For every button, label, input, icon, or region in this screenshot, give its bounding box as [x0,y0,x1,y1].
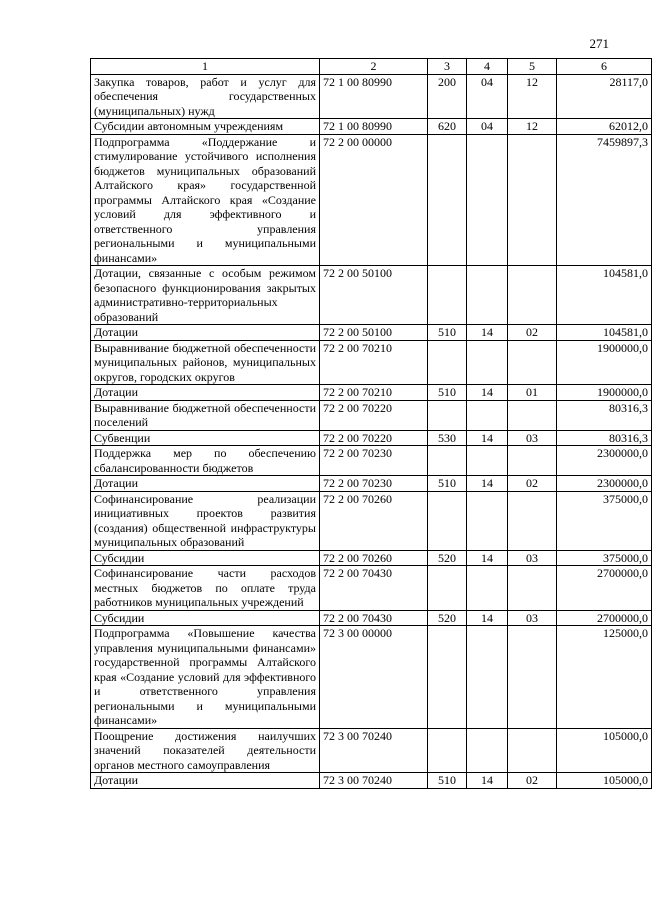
row-vr [428,134,467,266]
table-row [91,325,652,341]
budget-table [90,58,652,789]
row-rz [467,446,508,476]
row-pr [508,566,557,611]
row-vr [428,266,467,325]
row-code: 72 1 00 80990 [320,74,428,119]
row-name: Выравнивание бюджетной обеспеченности поселений [91,400,320,430]
row-pr: 12 [508,119,557,135]
row-pr [508,400,557,430]
row-vr: 510 [428,385,467,401]
row-sum: 80316,3 [557,430,652,446]
row-vr: 510 [428,773,467,789]
row-rz [467,400,508,430]
table-row [91,400,652,430]
row-name: Поощрение достижения наилучших значений показателей деятельности органов местного самоуправления [91,728,320,773]
row-name: Дотации [91,476,320,492]
row-code: 72 3 00 70240 [320,773,428,789]
row-pr: 03 [508,430,557,446]
table-row [91,491,652,550]
row-rz [467,266,508,325]
row-code: 72 2 00 70220 [320,430,428,446]
row-sum: 125000,0 [557,626,652,729]
row-sum: 105000,0 [557,773,652,789]
row-pr: 02 [508,325,557,341]
row-code: 72 3 00 00000 [320,626,428,729]
row-sum: 62012,0 [557,119,652,135]
row-sum: 2300000,0 [557,446,652,476]
row-sum: 80316,3 [557,400,652,430]
row-name: Дотации [91,385,320,401]
page-number: 271 [589,36,609,51]
row-vr: 510 [428,476,467,492]
row-sum: 375000,0 [557,550,652,566]
row-code: 72 2 00 50100 [320,266,428,325]
row-vr: 520 [428,610,467,626]
row-code: 72 2 00 50100 [320,325,428,341]
row-rz: 14 [467,476,508,492]
table-row [91,385,652,401]
row-vr: 530 [428,430,467,446]
row-pr: 01 [508,385,557,401]
row-code: 72 2 00 70430 [320,610,428,626]
row-rz [467,626,508,729]
row-sum: 104581,0 [557,266,652,325]
row-name: Софинансирование части расходов местных бюджетов по оплате труда работников муниципальных учреждений [91,566,320,611]
row-name: Дотации [91,325,320,341]
table-row [91,626,652,729]
row-sum: 105000,0 [557,728,652,773]
table-row [91,566,652,611]
row-code: 72 2 00 70260 [320,491,428,550]
table-row [91,476,652,492]
row-vr [428,400,467,430]
row-pr [508,728,557,773]
row-name: Субсидии [91,550,320,566]
table-row [91,74,652,119]
row-code: 72 2 00 70230 [320,446,428,476]
table-row [91,550,652,566]
row-vr: 200 [428,74,467,119]
row-pr [508,266,557,325]
row-rz: 04 [467,74,508,119]
budget-table-body [91,59,652,789]
row-name: Подпрограмма «Поддержание и стимулирование устойчивого исполнения бюджетов муниципальных образований Алтайского края» государственной программы Алтайского края «Создание условий для эффективного и ответственного управления региональными и муниципальными финансами» [91,134,320,266]
table-row [91,773,652,789]
row-pr [508,134,557,266]
row-sum: 2700000,0 [557,566,652,611]
row-vr: 510 [428,325,467,341]
row-code: 72 3 00 70240 [320,728,428,773]
row-rz: 14 [467,610,508,626]
row-name: Выравнивание бюджетной обеспеченности муниципальных районов, муниципальных округов, городских округов [91,340,320,385]
table-row [91,119,652,135]
row-vr [428,626,467,729]
row-rz: 04 [467,119,508,135]
column-header-5: 5 [508,59,557,75]
row-name: Дотации, связанные с особым режимом безопасного функционирования закрытых административно-территориальных образований [91,266,320,325]
table-row [91,266,652,325]
row-sum: 2300000,0 [557,476,652,492]
row-name: Дотации [91,773,320,789]
row-name: Закупка товаров, работ и услуг для обеспечения государственных (муниципальных) нужд [91,74,320,119]
row-rz [467,566,508,611]
row-code: 72 2 00 70210 [320,340,428,385]
row-vr [428,566,467,611]
row-name: Субсидии автономным учреждениям [91,119,320,135]
row-name: Субвенции [91,430,320,446]
row-pr: 02 [508,476,557,492]
row-sum: 7459897,3 [557,134,652,266]
column-header-3: 3 [428,59,467,75]
column-header-4: 4 [467,59,508,75]
row-name: Софинансирование реализации инициативных проектов развития (создания) общественной инфраструктуры муниципальных образований [91,491,320,550]
row-code: 72 2 00 70220 [320,400,428,430]
row-sum: 375000,0 [557,491,652,550]
row-pr [508,491,557,550]
row-sum: 28117,0 [557,74,652,119]
row-vr [428,491,467,550]
row-vr [428,728,467,773]
row-pr: 03 [508,550,557,566]
row-name: Поддержка мер по обеспечению сбалансированности бюджетов [91,446,320,476]
row-sum: 1900000,0 [557,340,652,385]
row-sum: 104581,0 [557,325,652,341]
row-rz [467,728,508,773]
row-rz: 14 [467,325,508,341]
row-vr: 620 [428,119,467,135]
row-pr [508,626,557,729]
row-sum: 1900000,0 [557,385,652,401]
row-rz: 14 [467,773,508,789]
column-header-6: 6 [557,59,652,75]
table-row [91,134,652,266]
table-row [91,340,652,385]
table-header-row [91,59,652,75]
row-code: 72 1 00 80990 [320,119,428,135]
row-vr [428,340,467,385]
row-rz [467,491,508,550]
row-pr: 12 [508,74,557,119]
row-name: Субсидии [91,610,320,626]
row-code: 72 2 00 00000 [320,134,428,266]
table-row [91,610,652,626]
row-rz [467,340,508,385]
row-rz: 14 [467,430,508,446]
row-sum: 2700000,0 [557,610,652,626]
row-name: Подпрограмма «Повышение качества управления муниципальными финансами» государственной программы Алтайского края «Создание условий для эффективного и ответственного управления региональными и муниципальными финансами» [91,626,320,729]
table-row [91,446,652,476]
row-code: 72 2 00 70210 [320,385,428,401]
row-code: 72 2 00 70430 [320,566,428,611]
row-rz: 14 [467,385,508,401]
row-code: 72 2 00 70230 [320,476,428,492]
column-header-1: 1 [91,59,320,75]
row-rz: 14 [467,550,508,566]
table-row [91,728,652,773]
row-pr: 03 [508,610,557,626]
row-pr [508,340,557,385]
row-code: 72 2 00 70260 [320,550,428,566]
column-header-2: 2 [320,59,428,75]
row-pr [508,446,557,476]
row-vr: 520 [428,550,467,566]
row-pr: 02 [508,773,557,789]
table-row [91,430,652,446]
row-vr [428,446,467,476]
row-rz [467,134,508,266]
